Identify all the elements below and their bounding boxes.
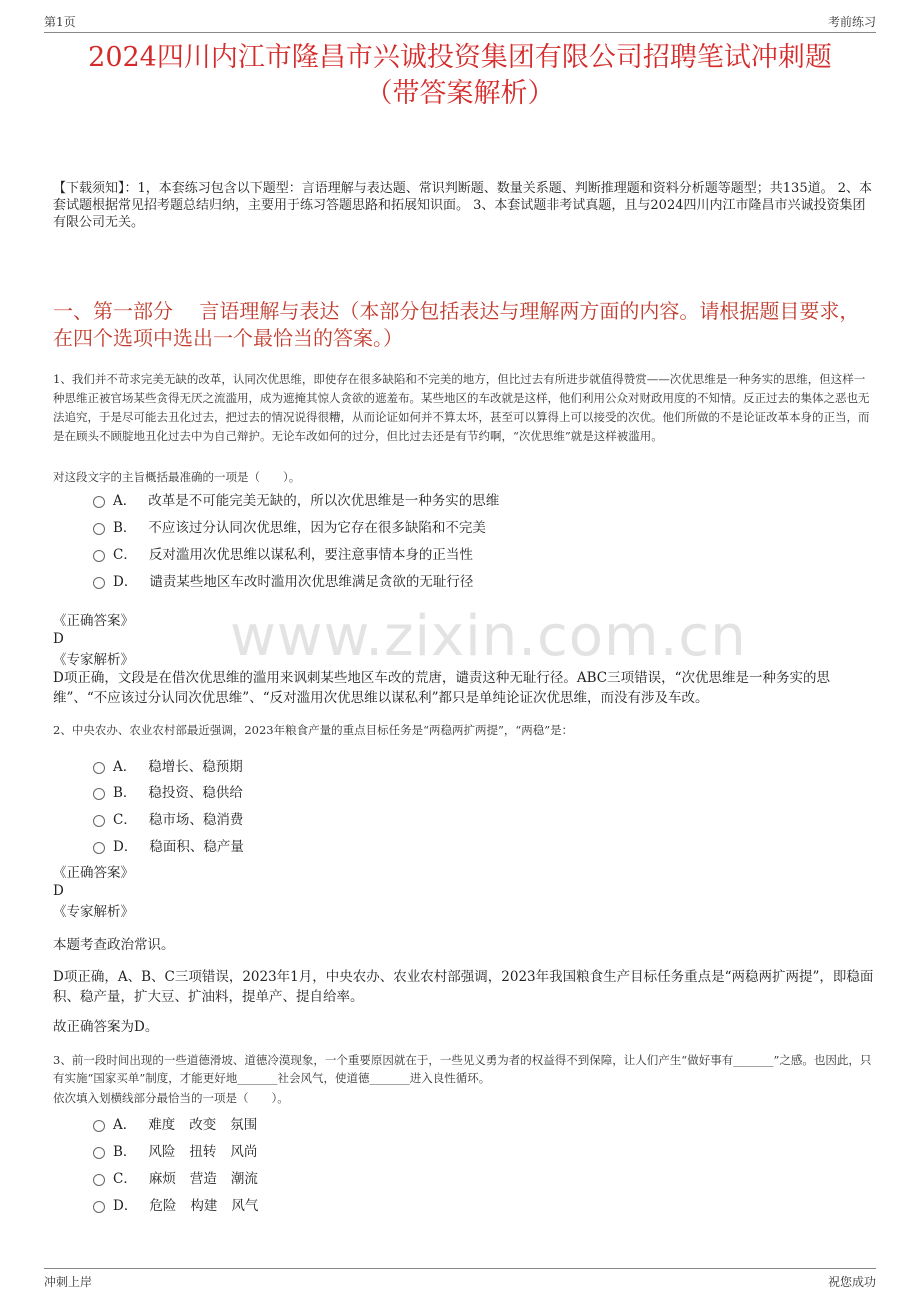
option-label: B． xyxy=(113,520,137,536)
option-label: B． xyxy=(113,785,137,801)
radio-icon[interactable] xyxy=(93,815,105,827)
q2-analysis-intro: 本题考查政治常识。 xyxy=(53,937,175,953)
q1-answer: D xyxy=(53,631,64,647)
q1-option-b[interactable] xyxy=(93,516,486,536)
q1-option-d[interactable] xyxy=(93,570,473,590)
radio-icon[interactable] xyxy=(93,550,105,562)
option-word: 扭转 xyxy=(189,1144,217,1160)
option-label: C． xyxy=(113,547,137,563)
q3-option-b[interactable] xyxy=(93,1140,271,1160)
option-text: 谴责某些地区车改时滥用次优思维满足贪欲的无耻行径 xyxy=(149,574,474,590)
watermark: www.zixin.com.cn xyxy=(230,604,747,669)
title-line-2: （带答案解析） xyxy=(365,78,555,109)
option-word: 构建 xyxy=(190,1198,218,1214)
q2-option-b[interactable] xyxy=(93,781,243,801)
section-heading: 一、第一部分 言语理解与表达（本部分包括表达与理解两方面的内容。请根据题目要求，在四个选项中选出一个最恰当的答案。） xyxy=(53,299,860,350)
footer-right: 祝您成功 xyxy=(827,1275,876,1289)
option-word: 风尚 xyxy=(230,1144,258,1160)
q1-answer-label: 《正确答案》 xyxy=(53,613,134,629)
q1-prompt: 对这段文字的主旨概括最准确的一项是（ ）。 xyxy=(53,470,301,484)
option-word: 难度 xyxy=(148,1117,176,1133)
option-word: 营造 xyxy=(189,1171,217,1187)
option-word: 改变 xyxy=(189,1117,217,1133)
q1-option-c[interactable] xyxy=(93,543,473,563)
q1-option-a[interactable] xyxy=(93,489,499,509)
option-word: 危险 xyxy=(149,1198,177,1214)
option-label: D． xyxy=(113,1198,138,1214)
option-label: A． xyxy=(113,493,137,509)
radio-icon[interactable] xyxy=(93,523,105,535)
radio-icon[interactable] xyxy=(93,496,105,508)
option-label: D． xyxy=(113,574,138,590)
q3-text: 3、前一段时间出现的一些道德滑坡、道德冷漠现象，一个重要原因就在于，一些见义勇为者的权益得不到保障，让人们产生“做好事有_______”之感。也因此，只有实施“国家买单”制度，才能更好地_______社会风气，使道德_______进入良性循环。 xyxy=(53,1053,872,1085)
q2-answer: D xyxy=(53,883,64,899)
header-tag: 考前练习 xyxy=(827,15,876,29)
option-word: 潮流 xyxy=(230,1171,258,1187)
q1-analysis: D项正确，文段是在借次优思维的滥用来讽刺某些地区车改的荒唐，谴责这种无耻行径。ABC三项错误，“次优思维是一种务实的思维”、“不应该过分认同次优思维”、“反对滥用次优思维以谋私利”都只是单纯论证次优思维，而没有涉及车改。 xyxy=(53,670,830,706)
option-word: 氛围 xyxy=(230,1117,258,1133)
download-notice: 【下载须知】：1，本套练习包含以下题型：言语理解与表达题、常识判断题、数量关系题、判断推理题和资料分析题等题型；共135道。 2、本套试题根据常见招考题总结归纳，主要用于练习答题思路和拓展知识面。 3、本套试题非考试真题，且与2024四川内江市隆昌市兴诚投资集团有限公司无关。 xyxy=(53,181,872,230)
q2-option-d[interactable] xyxy=(93,835,244,855)
radio-icon[interactable] xyxy=(93,577,105,589)
q2-analysis-conclusion: 故正确答案为D。 xyxy=(53,1019,159,1035)
q1-text: 1、我们并不苛求完美无缺的改革，认同次优思维，即使存在很多缺陷和不完美的地方，但比过去有所进步就值得赞赏——次优思维是一种务实的思维，但这样一种思维正被官场某些贪得无厌之流滥用，成为遮掩其惊人贪欲的遮羞布。某些地区的车改就是这样，他们利用公众对财政用度的不知情。反正过去的集体之恶也无法追究，于是尽可能去丑化过去，把过去的情况说得很糟，从而论证如何并不算太坏，甚至可以算得上可以接受的次优。他们所做的不是论证改革本身的正当，而是在顾头不顾腚地丑化过去中为自己辩护。无论车改如何的过分，但比过去还是有节约啊，“次优思维”就是这样被滥用。 xyxy=(53,372,870,443)
radio-icon[interactable] xyxy=(93,1174,105,1186)
page-header xyxy=(44,8,876,33)
option-label: A． xyxy=(113,759,137,775)
option-text: 稳增长、稳预期 xyxy=(148,759,243,775)
q2-text: 2、中央农办、农业农村部最近强调，2023年粮食产量的重点目标任务是“两稳两扩两提”，“两稳”是： xyxy=(53,723,574,737)
radio-icon[interactable] xyxy=(93,842,105,854)
option-text: 改革是不可能完美无缺的，所以次优思维是一种务实的思维 xyxy=(148,493,500,509)
q2-answer-label: 《正确答案》 xyxy=(53,865,134,881)
option-text: 稳市场、稳消费 xyxy=(148,812,244,828)
radio-icon[interactable] xyxy=(93,1120,105,1132)
q1-analysis-label: 《专家解析》 xyxy=(53,652,134,668)
option-label: C． xyxy=(113,1171,137,1187)
q3-option-d[interactable] xyxy=(93,1194,272,1214)
document-title xyxy=(40,40,880,112)
option-word: 麻烦 xyxy=(148,1171,176,1187)
q3-prompt: 依次填入划横线部分最恰当的一项是（ ）。 xyxy=(53,1091,289,1105)
option-label: A． xyxy=(113,1117,137,1133)
option-label: D． xyxy=(113,839,138,855)
q2-option-c[interactable] xyxy=(93,808,243,828)
option-text: 不应该过分认同次优思维，因为它存在很多缺陷和不完美 xyxy=(148,520,486,536)
option-label: B． xyxy=(113,1144,137,1160)
radio-icon[interactable] xyxy=(93,1147,105,1159)
option-label: C． xyxy=(113,812,137,828)
option-text: 稳面积、稳产量 xyxy=(149,839,244,855)
page-footer xyxy=(44,1268,876,1290)
q3-option-c[interactable] xyxy=(93,1167,272,1187)
footer-left: 冲刺上岸 xyxy=(44,1275,93,1289)
q2-analysis-label: 《专家解析》 xyxy=(53,904,134,920)
option-text: 稳投资、稳供给 xyxy=(148,785,243,801)
q2-option-a[interactable] xyxy=(93,755,243,775)
radio-icon[interactable] xyxy=(93,1201,105,1213)
option-word: 风险 xyxy=(148,1144,176,1160)
q3-option-a[interactable] xyxy=(93,1113,271,1133)
q2-analysis-body: D项正确，A、B、C三项错误，2023年1月，中央农办、农业农村部强调，2023年我国粮食生产目标任务重点是“两稳两扩两提”，即稳面积、稳产量，扩大豆、扩油料，提单产、提自给率。 xyxy=(53,969,874,1005)
radio-icon[interactable] xyxy=(93,762,105,774)
title-line-1: 2024四川内江市隆昌市兴诚投资集团有限公司招聘笔试冲刺题 xyxy=(88,42,832,73)
page-number: 第1页 xyxy=(44,15,76,29)
option-word: 风气 xyxy=(231,1198,259,1214)
option-text: 反对滥用次优思维以谋私利，要注意事情本身的正当性 xyxy=(148,547,473,563)
radio-icon[interactable] xyxy=(93,788,105,800)
